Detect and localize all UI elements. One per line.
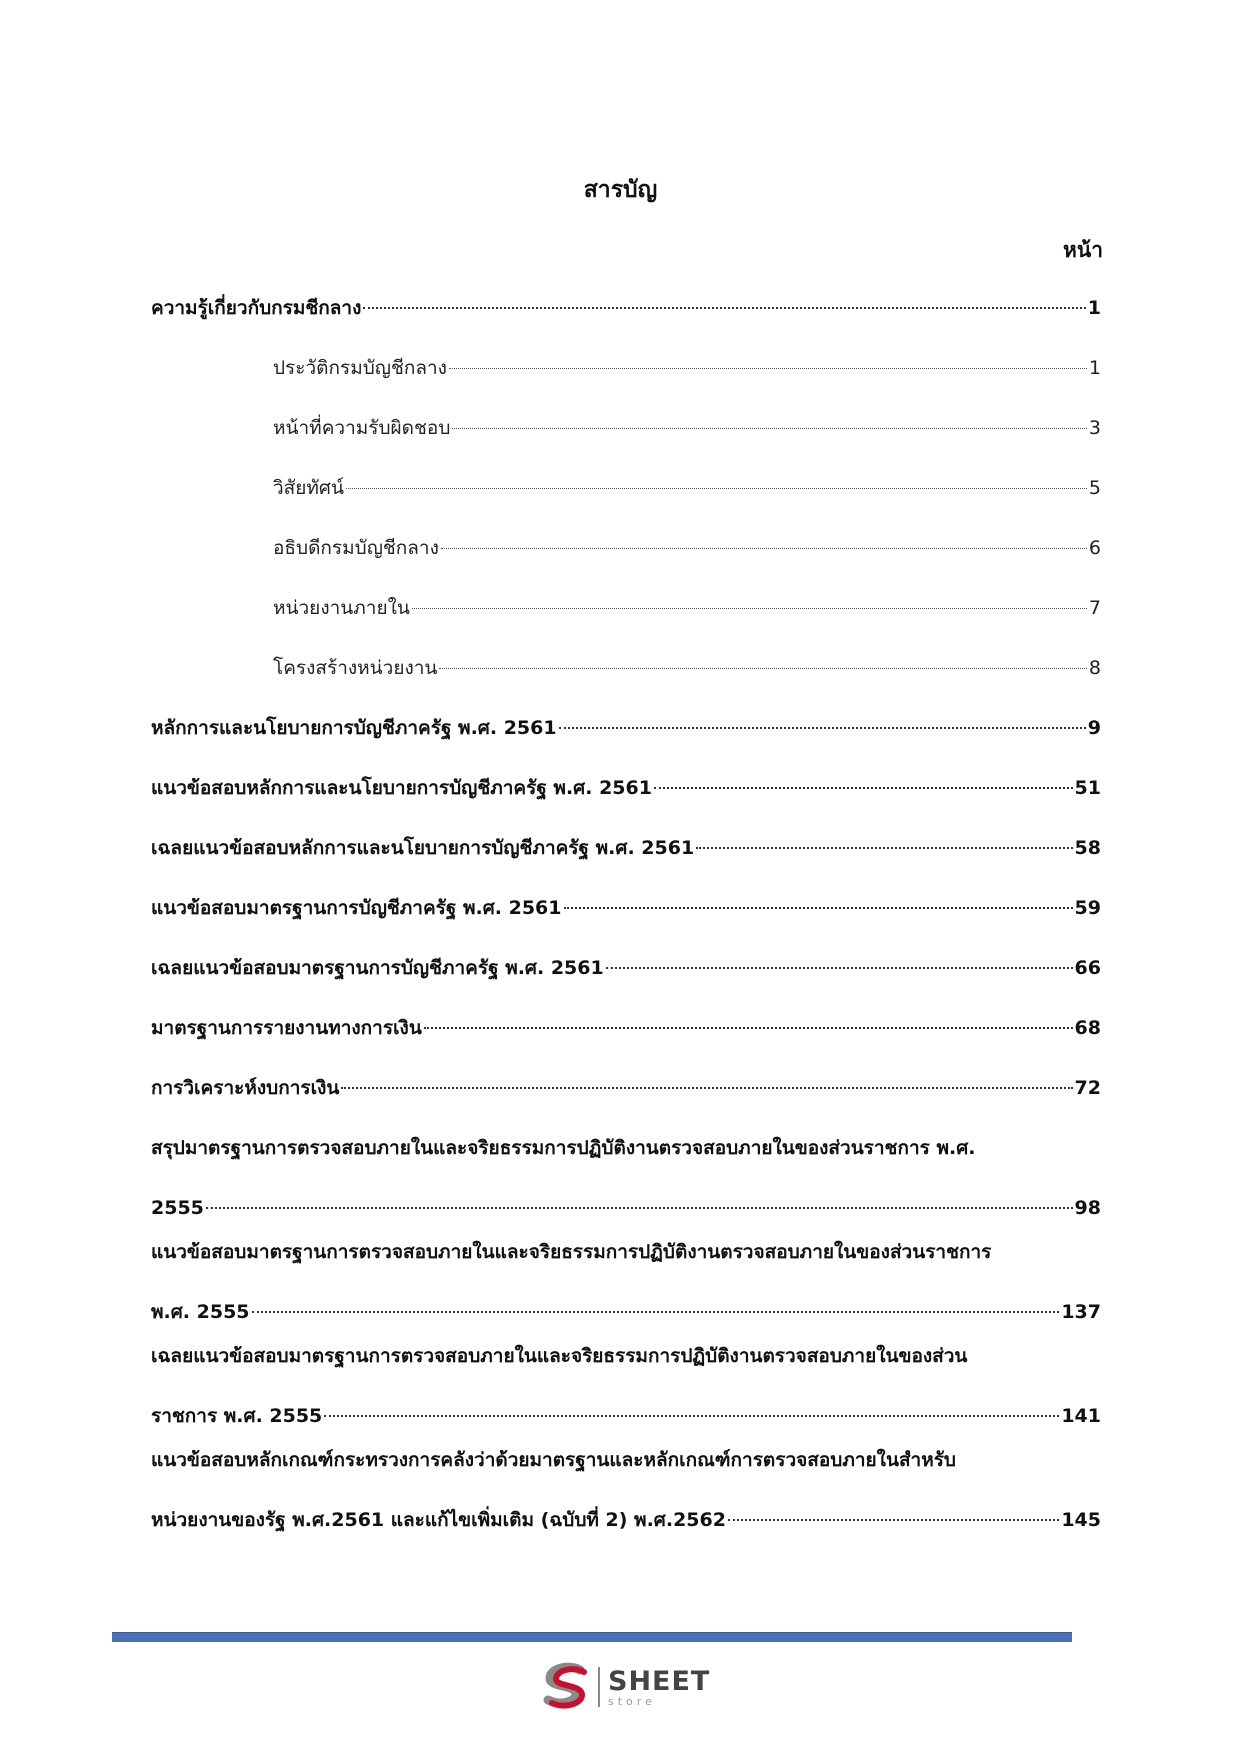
leader-dots: [412, 608, 1087, 609]
toc-entry-label: ราชการ พ.ศ. 2555: [151, 1405, 323, 1427]
leader-dots: [654, 787, 1073, 789]
leader-dots: [363, 307, 1085, 309]
toc-entry[interactable]: [151, 758, 1101, 818]
leader-dots: [439, 668, 1087, 669]
toc-entry-page: 5: [1088, 477, 1101, 499]
leader-dots: [452, 428, 1087, 429]
toc-entry-label: 2555: [151, 1197, 204, 1219]
toc-entry[interactable]: [151, 1222, 1101, 1342]
toc-entry-label: การวิเคราะห์งบการเงิน: [151, 1077, 340, 1099]
toc-entry-label: แนวข้อสอบมาตรฐานการบัญชีภาครัฐ พ.ศ. 2561: [151, 897, 562, 919]
toc-entry[interactable]: [273, 578, 1101, 638]
toc-entry-label-line1: สรุปมาตรฐานการตรวจสอบภายในและจริยธรรมการปฏิบัติงานตรวจสอบภายในของส่วนราชการ พ.ศ.: [151, 1137, 976, 1159]
toc-entry-page: 51: [1074, 777, 1101, 799]
toc-entry-page: 66: [1074, 957, 1101, 979]
toc-entry[interactable]: [273, 398, 1101, 458]
toc-entry-page: 9: [1087, 717, 1101, 739]
leader-dots: [696, 847, 1072, 849]
toc-entry-page: 58: [1074, 837, 1101, 859]
toc-entry-label: หน้าที่ความรับผิดชอบ: [273, 417, 451, 439]
toc-entry[interactable]: [273, 638, 1101, 698]
toc-entry-page: 145: [1061, 1509, 1101, 1531]
leader-dots: [441, 548, 1087, 549]
toc-entry-label: โครงสร้างหน่วยงาน: [273, 657, 438, 679]
toc-entry[interactable]: [273, 458, 1101, 518]
toc-entry-page: 7: [1088, 597, 1101, 619]
toc-entry-label: ความรู้เกี่ยวกับกรมชีกลาง: [151, 297, 362, 319]
toc-entry[interactable]: [273, 518, 1101, 578]
toc-entry-page: 72: [1074, 1077, 1101, 1099]
leader-dots: [206, 1207, 1073, 1209]
toc-entry[interactable]: [151, 818, 1101, 878]
toc-entry-label: แนวข้อสอบหลักการและนโยบายการบัญชีภาครัฐ พ.ศ. 2561: [151, 777, 652, 799]
leader-dots: [252, 1311, 1060, 1313]
logo-brand: SHEET: [608, 1665, 711, 1697]
page-column-header: หน้า: [1063, 238, 1103, 262]
toc-entry[interactable]: [151, 698, 1101, 758]
toc-entry-label-line1: แนวข้อสอบมาตรฐานการตรวจสอบภายในและจริยธรรมการปฏิบัติงานตรวจสอบภายในของส่วนราชการ: [151, 1241, 992, 1263]
leader-dots: [606, 967, 1073, 969]
toc-entry-page: 6: [1088, 537, 1101, 559]
toc-entry-label: หน่วยงานภายใน: [273, 597, 410, 619]
toc-entry-label: พ.ศ. 2555: [151, 1301, 250, 1323]
toc-entry-page: 137: [1061, 1301, 1101, 1323]
toc-entry-label: หน่วยงานของรัฐ พ.ศ.2561 และแก้ไขเพิ่มเติม (ฉบับที่ 2) พ.ศ.2562: [151, 1509, 726, 1531]
toc-entry-label: อธิบดีกรมบัญชีกลาง: [273, 537, 439, 559]
sheet-store-logo: [540, 1662, 710, 1712]
sheet-store-logo-mark-icon: [540, 1662, 592, 1712]
toc-entry-label-line1: เฉลยแนวข้อสอบมาตรฐานการตรวจสอบภายในและจริยธรรมการปฏิบัติงานตรวจสอบภายในของส่วน: [151, 1345, 968, 1367]
leader-dots: [346, 488, 1087, 489]
toc-entry-page: 98: [1074, 1197, 1101, 1219]
toc-entry[interactable]: [151, 278, 1101, 338]
leader-dots: [341, 1087, 1072, 1089]
toc-entry-page: 1: [1088, 357, 1101, 379]
toc-entry[interactable]: [151, 878, 1101, 938]
footer-rule: [112, 1632, 1072, 1642]
toc-entry-label: เฉลยแนวข้อสอบมาตรฐานการบัญชีภาครัฐ พ.ศ. 2561: [151, 957, 604, 979]
toc-entry-page: 59: [1074, 897, 1101, 919]
toc-entry-page: 8: [1088, 657, 1101, 679]
leader-dots: [424, 1027, 1073, 1029]
toc-entry[interactable]: [151, 1430, 1101, 1550]
toc-title: สารบัญ: [583, 177, 658, 203]
logo-wordmark: [608, 1665, 711, 1708]
leader-dots: [324, 1415, 1059, 1417]
toc-entry-page: 1: [1087, 297, 1101, 319]
leader-dots: [728, 1519, 1059, 1521]
logo-brand-sub: store: [608, 1694, 656, 1708]
toc-entry-label: หลักการและนโยบายการบัญชีภาครัฐ พ.ศ. 2561: [151, 717, 557, 739]
toc-entry-page: 141: [1061, 1405, 1101, 1427]
leader-dots: [564, 907, 1073, 909]
toc-entry-page: 3: [1088, 417, 1101, 439]
toc-entry[interactable]: [151, 1058, 1101, 1118]
toc-entry[interactable]: [151, 1118, 1101, 1238]
toc-entry-label: ประวัติกรมบัญชีกลาง: [273, 357, 447, 379]
leader-dots: [559, 727, 1086, 729]
toc-entry[interactable]: [151, 1326, 1101, 1446]
leader-dots: [449, 368, 1087, 369]
toc-entry-label: มาตรฐานการรายงานทางการเงิน: [151, 1017, 422, 1039]
toc-entry[interactable]: [151, 998, 1101, 1058]
toc-entry[interactable]: [151, 938, 1101, 998]
toc-entry-label: วิสัยทัศน์: [273, 477, 344, 499]
toc-entry-label-line1: แนวข้อสอบหลักเกณฑ์กระทรวงการคลังว่าด้วยมาตรฐานและหลักเกณฑ์การตรวจสอบภายในสำหรับ: [151, 1449, 956, 1471]
logo-divider: [598, 1667, 600, 1707]
toc-entry-page: 68: [1074, 1017, 1101, 1039]
toc-entry[interactable]: [273, 338, 1101, 398]
toc-entry-label: เฉลยแนวข้อสอบหลักการและนโยบายการบัญชีภาครัฐ พ.ศ. 2561: [151, 837, 695, 859]
